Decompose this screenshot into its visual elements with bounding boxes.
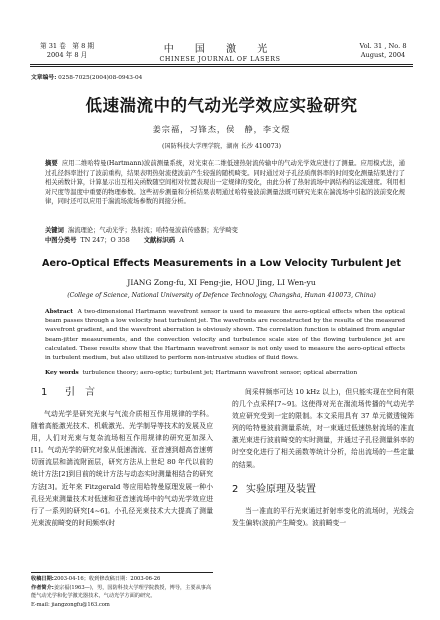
classification-line [45, 236, 405, 245]
document-code-value: A [179, 237, 184, 244]
header-rule-thick [30, 64, 413, 65]
section-2-number: 2 [232, 483, 239, 495]
paper-title-cn: 低速湍流中的气动光学效应实验研究 [85, 96, 358, 115]
abstract-cn [45, 159, 405, 207]
classification-value: TN 247；O 358 [80, 237, 130, 244]
header-date-en: August, 2004 [360, 51, 406, 59]
section-1-heading [31, 386, 213, 400]
affiliation-en: (College of Science, National University of Defence Technology, Changsha, Hunan 410073, China) [67, 292, 376, 299]
article-number [31, 72, 142, 81]
footnote-received [31, 575, 213, 584]
keywords-cn-text: 湍流理论；气动光学；热射流；哈特曼波前传感器；光学畸变 [67, 227, 238, 234]
section-1-continuation: 间采样频率可达 10 kHz 以上)，但只能实现在空间有限的几个点采样[7~9]。这使得对光在湍流场传播的气动光学效应研究受到一定的限制。本文采用具有 37 单元微透镜阵列的哈特曼波前测量系统，对一束通过低速热射流场的准直激光束进行波前畸变的实时测量，并通过子孔径测量斜率的时空变化进行了相关函数等统计分析，给出流场的一些定量的结果。 [232, 388, 414, 469]
received-dates: 2003-04-16；收到修改稿日期：2003-06-26 [53, 576, 161, 582]
article-number-value: 0258-7025(2004)08-0943-04 [58, 75, 143, 81]
abstract-cn-label: 摘要 [45, 160, 58, 167]
section-2-heading [232, 483, 414, 497]
authors-en: JIANG Zong-fu, XI Feng-jie, HOU Jing, LI Wen-yu [127, 278, 316, 287]
classification-label: 中图分类号 [45, 237, 77, 244]
received-label: 收稿日期: [31, 576, 54, 582]
header-date: 2004 年 8 月 [46, 51, 88, 59]
document-code-label: 文献标识码 [143, 237, 176, 244]
keywords-en-label: Key words [45, 369, 79, 376]
keywords-en [45, 368, 405, 378]
footnote-author [31, 584, 213, 601]
header-volume-en: Vol. 31 , No. 8 [359, 42, 407, 50]
abstract-en [45, 307, 405, 363]
footnote [31, 575, 213, 609]
section-1-title: 引 言 [65, 387, 95, 398]
keywords-cn [45, 226, 405, 235]
section-1-number: 1 [41, 387, 48, 398]
section-1-paragraph: 气动光学是研究光束与气流介质相互作用规律的学科。随着高能激光技术、机载激光、光学制导等技术的发展及应用，人们对光束与复杂流场相互作用规律的研究更加深入[1]。气动光学的研究对象从低速湍流、亚音速到超高音速剪切面流层和湍流附面层，研究方法从上世纪 80 年代以前的统计方法[2]到目前的统计方法与动态实时测量相结合的研究方法[3]。近年来 Fitzgerald 等应用哈特曼原理发展一种小孔径光束测量技术对低速和亚音速流场中的气动光学效应进行了一系列的研究[4~6]。小孔径光束技术大大提高了测量光束波前畸变的时间频率(时 [31, 410, 213, 527]
keywords-en-text: turbulence theory; aero-optic; turbulent jet; Hartmann wavefront sensor; optical aberration [82, 370, 358, 376]
journal-name-cn: 中 国 激 光 [163, 44, 277, 55]
abstract-cn-text: 应用二维哈特曼(Hartmann)波前测量系统，对光束在二维低速热射流传输中的气动光学效应进行了测量。应用模式法，通过孔径斜率进行了波前重构，结果表明热射流使波前产生较强的随机畸变。同时通过对子孔径质削斜率的时间变化测量结果进行了相关函数计算，计算显示出互相关函数随空间相对位置表现出一定规律的变化，由此分析了热射流场中涡结构的运流速度。利用相对尺度等温度中重要的物理参数。这些初步测量和分析结果表明通过哈特曼波前测量法既可研究光束在湍流场中引起的波前变化规律，同时还可以应用于湍流场流场参数的间接分析。 [45, 160, 405, 206]
abstract-en-text: A two-dimensional Hartmann wavefront sensor is used to measure the aero-optical effects when the optical beam passes through a low velocity heat turbulent jet. The wavefronts are reconstructed by the results of the measured wavefront gradient, and the wavefront aberration is obviously shown. The correlation function is obtained from angular beam-jitter measurements, and the convection velocity and turbulence scale size of the flowing turbulence jet are calculated. These results show that the Hartmann wavefront sensor is not only used to measure the aero-optical effects in turbulent medium, but also utilized to perform non-intrusive studies of fluid flows. [45, 309, 406, 362]
abstract-en-label: Abstract [45, 308, 73, 315]
author-bio-label: 作者简介: [31, 584, 54, 591]
author-bio: 姜宗福(1963—)，男，国防科技大学理学院教授，博导，主要从事高能气动光学和化学激光器技术，气动光学方面的研究。 [31, 584, 212, 600]
keywords-cn-label: 关键词 [45, 227, 64, 234]
section-2-paragraph: 当一准直的平行光束通过折射率变化的流场时，光线会发生偏转(波前产生畸变)。波前畸变一 [232, 506, 414, 527]
paper-title-en: Aero-Optical Effects Measurements in a Low Velocity Turbulent Jet [42, 258, 401, 269]
body-column-left [31, 386, 213, 529]
affiliation-cn: (国防科技大学理学院，湖南 长沙 410073) [161, 143, 281, 150]
footnote-email: E-mail: jiangzongfu@163.com [31, 601, 110, 608]
journal-masthead [150, 40, 290, 63]
header-rule-thin [30, 66, 413, 67]
header-volume-info-en [352, 42, 414, 60]
journal-name-en: CHINESE JOURNAL OF LASERS [159, 56, 281, 63]
body-column-right [232, 386, 414, 529]
authors-cn: 姜宗福，习锋杰，侯 静，李文煜 [152, 124, 291, 134]
header-volume-info [32, 42, 102, 60]
footnote-rule [31, 572, 213, 573]
header-volume: 第 31 卷 第 8 期 [40, 42, 94, 50]
article-number-label: 文章编号: [31, 75, 57, 81]
section-2-title: 实验原理及装置 [246, 483, 316, 495]
